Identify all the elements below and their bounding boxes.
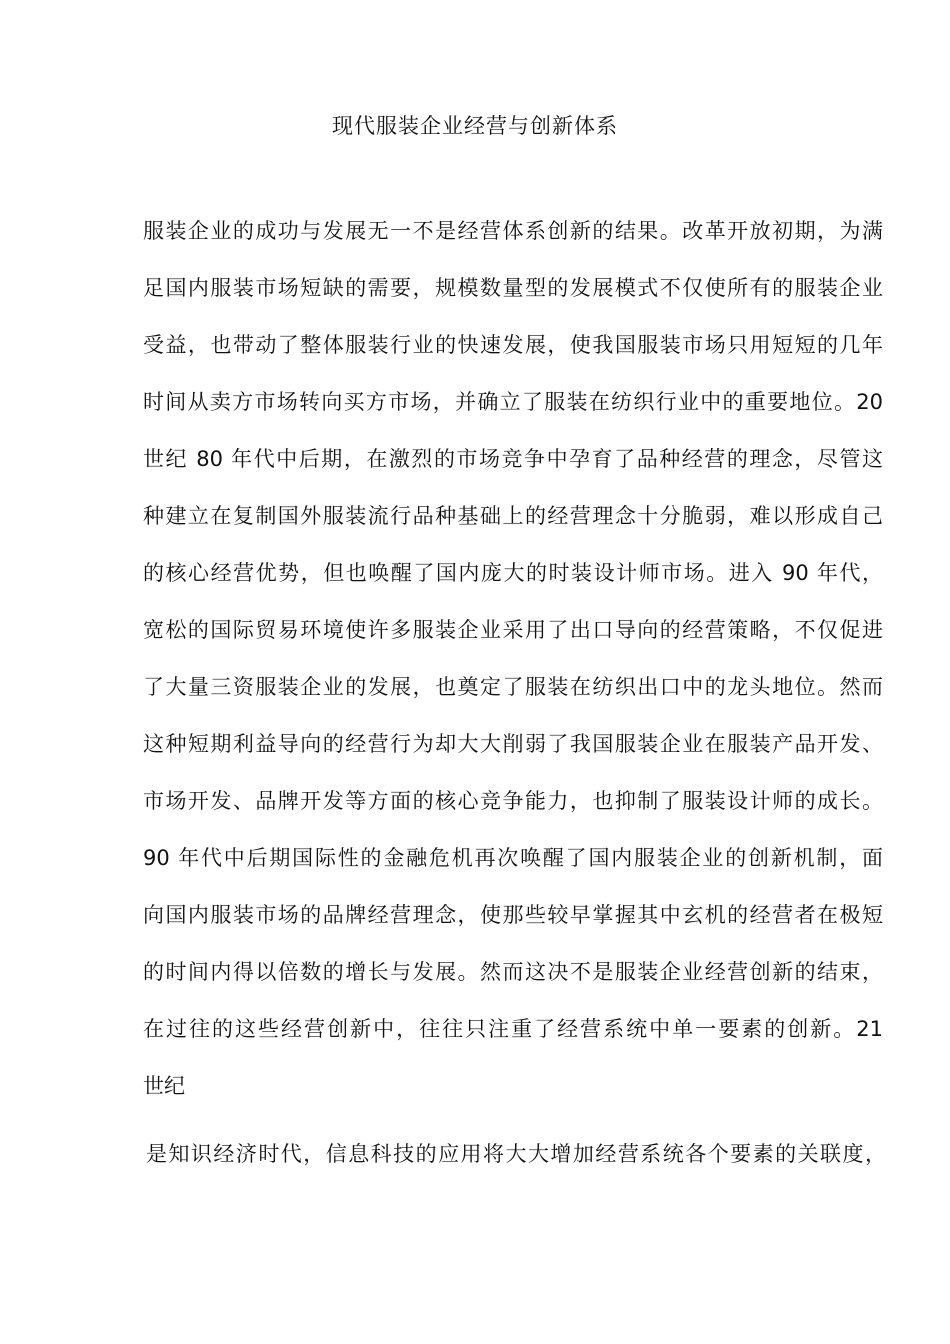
text-line: 了大量三资服装企业的发展，也奠定了服装在纺织出口中的龙头地位。然而 xyxy=(143,675,883,699)
text-line: 的核心经营优势，但也唤醒了国内庞大的时装设计师市场。进入 90 年代， xyxy=(143,561,883,585)
text-line: 时间从卖方市场转向买方市场，并确立了服装在纺织行业中的重要地位。20 xyxy=(143,390,883,414)
text-line: 在过往的这些经营创新中，往往只注重了经营系统中单一要素的创新。21 xyxy=(143,1017,883,1041)
text-line: 服装企业的成功与发展无一不是经营体系创新的结果。改革开放初期，为满 xyxy=(143,219,883,243)
text-line: 90 年代中后期国际性的金融危机再次唤醒了国内服装企业的创新机制，面 xyxy=(143,846,883,870)
paragraph-2 xyxy=(146,1126,886,1183)
text-line: 宽松的国际贸易环境使许多服装企业采用了出口导向的经营策略，不仅促进 xyxy=(143,618,883,642)
text-line: 向国内服装市场的品牌经营理念，使那些较早掌握其中玄机的经营者在极短 xyxy=(143,903,883,927)
paragraph-1 xyxy=(143,203,883,1115)
text-line: 种建立在复制国外服装流行品种基础上的经营理念十分脆弱，难以形成自己 xyxy=(143,504,883,528)
text-line: 市场开发、品牌开发等方面的核心竞争能力，也抑制了服装设计师的成长。 xyxy=(143,789,883,813)
text-line: 受益，也带动了整体服装行业的快速发展，使我国服装市场只用短短的几年 xyxy=(143,333,883,357)
text-line: 的时间内得以倍数的增长与发展。然而这决不是服装企业经营创新的结束， xyxy=(143,960,883,984)
text-line: 世纪 xyxy=(143,1074,185,1098)
text-line: 这种短期利益导向的经营行为却大大削弱了我国服装企业在服装产品开发、 xyxy=(143,732,883,756)
text-line: 是知识经济时代，信息科技的应用将大大增加经营系统各个要素的关联度， xyxy=(146,1142,886,1166)
text-line: 足国内服装市场短缺的需要，规模数量型的发展模式不仅使所有的服装企业 xyxy=(143,276,883,300)
text-line: 世纪 80 年代中后期，在激烈的市场竞争中孕育了品种经营的理念，尽管这 xyxy=(143,447,883,471)
document-title: 现代服装企业经营与创新体系 xyxy=(332,114,618,138)
